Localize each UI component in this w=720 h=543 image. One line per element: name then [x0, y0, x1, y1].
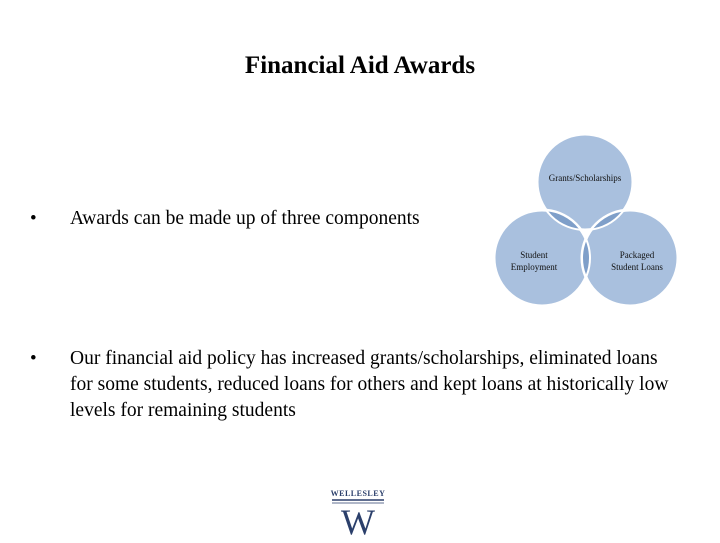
venn-label-employment-2: Employment [510, 262, 558, 272]
bullet-text: Awards can be made up of three components [70, 208, 420, 229]
venn-label-loans-2: Student Loans [611, 262, 663, 272]
logo-letter: W [341, 502, 375, 538]
bullet-marker: • [30, 348, 37, 369]
bullet-marker: • [30, 208, 37, 229]
venn-diagram [480, 120, 700, 320]
logo-wordmark: WELLESLEY [330, 489, 386, 498]
venn-label-grants: Grants/Scholarships [548, 173, 622, 183]
bullet-item [30, 206, 530, 232]
venn-label-employment-1: Student [520, 250, 548, 260]
slide-title: Financial Aid Awards [244, 52, 476, 79]
wellesley-logo [322, 488, 394, 538]
venn-label-loans-1: Packaged [619, 250, 655, 260]
bullet-text: Our financial aid policy has increased grants/scholarships, eliminated loans for some students, reduced loans for others and kept loans at historically low levels for remaining students [70, 348, 669, 421]
bullet-item [30, 346, 690, 424]
